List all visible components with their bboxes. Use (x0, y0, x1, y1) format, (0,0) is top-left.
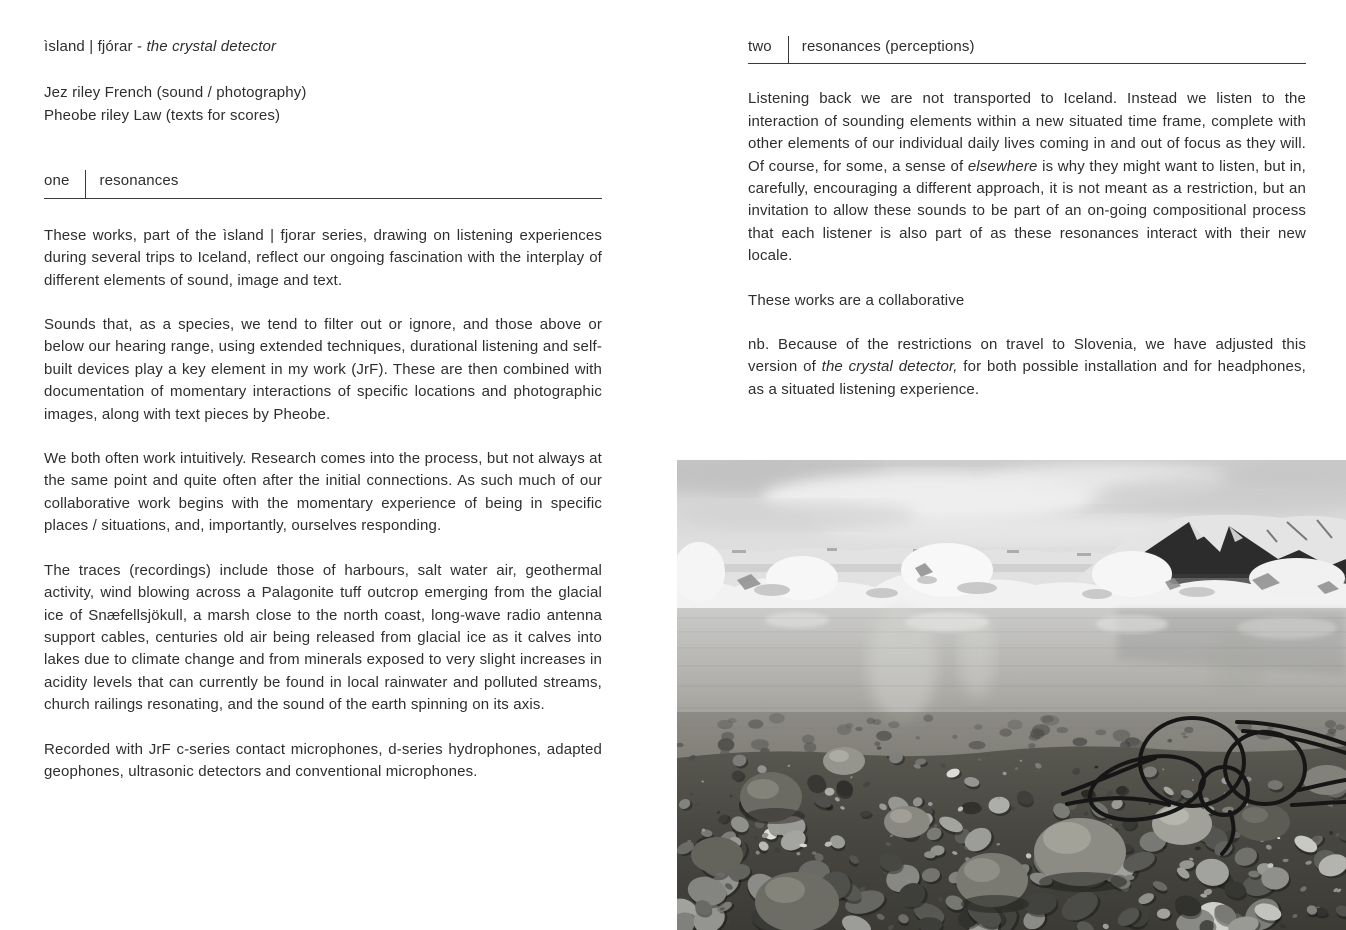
note-paragraph (748, 334, 1306, 401)
section-heading-one (44, 170, 602, 198)
paragraph: Sounds that, as a species, we tend to filter out or ignore, and those above or below our hearing range, using extended techniques, durational listening and self-built devices play a key element in my work (JrF). These are then combined with documentation of momentary interactions of specific locations and photographic images, along with text pieces by Pheobe. (44, 316, 602, 423)
paragraph-segment: nb. Because of the restrictions on travel to Slovenia, we have adjusted this version of (748, 336, 1306, 376)
paragraph: The traces (recordings) include those of harbours, salt water air, geothermal activity, wind blowing across a Palagonite tuff outcrop emerging from the glacial ice of Snæfellsjökull, a marsh close to the north coast, long-wave radio antenna support cables, centuries old air being released from glacial ice as it calves into lakes due to climate change and from minerals exposed to very slight increases in acidity levels that can currently be found in local rainwater and polluted streams, church railings resonating, and the sound of the earth spinning on its axis. (44, 561, 602, 714)
paragraph-segment: for both possible installation and for headphones, as a situated listening experience. (748, 358, 1306, 398)
paragraph: We both often work intuitively. Research comes into the process, but not always at the same point and quite often after the initial connections. As such much of our collaborative work begins with the momentary experience of being in specific places / situations, and, importantly, ourselves responding. (44, 450, 602, 535)
heading-divider-bar (85, 170, 86, 197)
paragraph-segment-italic: the crystal detector, (821, 358, 958, 376)
paragraph-segment-italic: elsewhere (967, 157, 1038, 175)
right-page-column (748, 36, 1306, 423)
paragraph-segment: Listening back we are not transported to Iceland. Instead we listen to the interaction of sounding elements within a new situated time frame, complete with other elements of our individual daily lives coming in and out of focus as they will. Of course, for some, a sense of (748, 90, 1306, 175)
page-title-italic: the crystal detector (146, 38, 277, 55)
paragraph-segment: is why they might want to listen, but in, carefully, encouraging a different approach, it is not meant as a restriction, but an invitation to allow these sounds to be part of an on-going compositional process that each listener is also part of as these resonances interact with their new locale. (748, 157, 1306, 265)
credits (44, 81, 602, 127)
section-number: two (748, 38, 772, 55)
beach-photo (677, 460, 1346, 930)
section-label: resonances (99, 172, 179, 190)
credit-line-1: Jez riley French (sound / photography) (44, 84, 307, 102)
paragraph (748, 88, 1306, 267)
heading-divider-bar (788, 36, 789, 63)
left-page-column (44, 36, 602, 805)
paragraph: These works, part of the ìsland | fjorar series, drawing on listening experiences during several trips to Iceland, reflect our ongoing fascination with the interplay of different elements of sound, image and text. (44, 226, 602, 289)
page-title-plain: ìsland | fjórar - (44, 38, 147, 55)
credit-line-2: Pheobe riley Law (texts for scores) (44, 107, 281, 125)
page-title (44, 36, 602, 58)
section-label: resonances (perceptions) (801, 38, 975, 55)
paragraph: These works are a collaborative (748, 291, 965, 309)
section-number: one (44, 172, 70, 190)
paragraph: Recorded with JrF c-series contact microphones, d-series hydrophones, adapted geophones, ultrasonic detectors and conventional microphones. (44, 740, 602, 780)
beach-photo-svg (677, 460, 1346, 930)
section-heading-two (748, 36, 1306, 64)
